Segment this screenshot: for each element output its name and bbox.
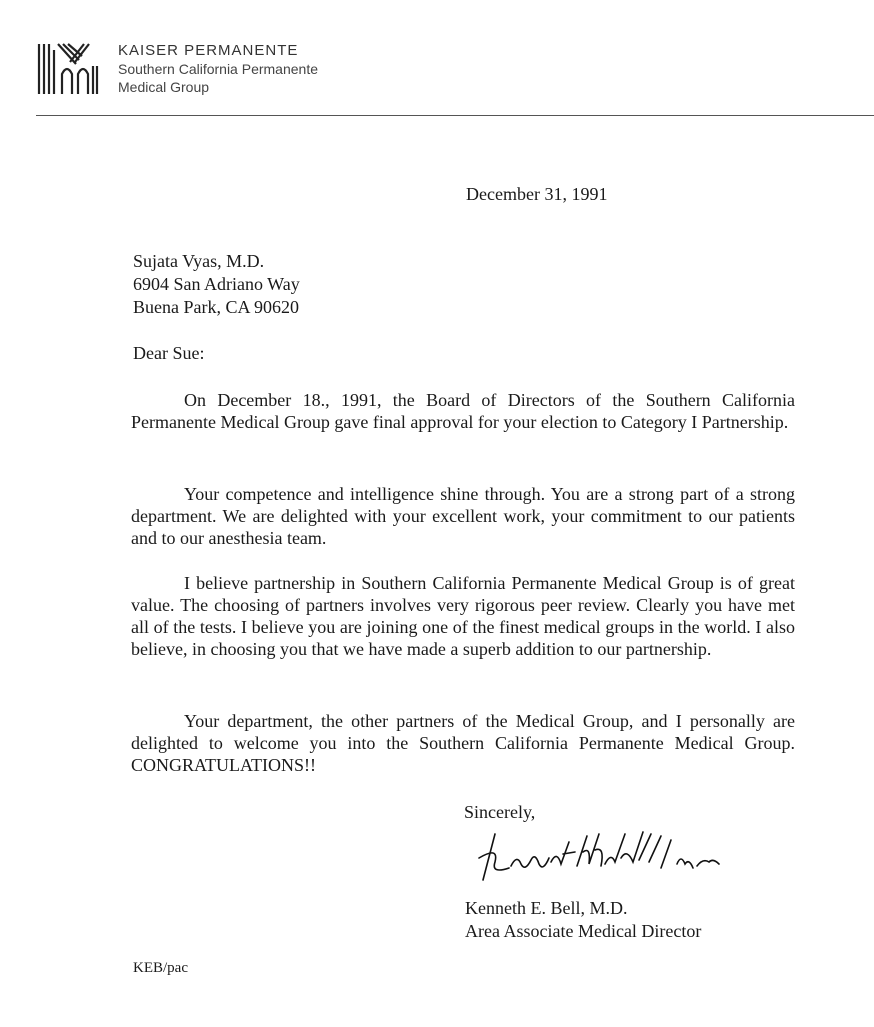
signer-title: Area Associate Medical Director <box>465 921 702 941</box>
recipient-name: Sujata Vyas, M.D. <box>133 251 265 271</box>
body-paragraph-4: Your department, the other partners of the Medical Group, and I personally are delighted to welcome you into the Southern California Permanente Medical Group. CONGRATULATIONS!! <box>131 711 795 775</box>
signer-block <box>465 897 701 943</box>
letter-date: December 31, 1991 <box>466 184 608 204</box>
recipient-city-state-zip: Buena Park, CA 90620 <box>133 297 299 317</box>
closing: Sincerely, <box>464 802 536 822</box>
recipient-street: 6904 San Adriano Way <box>133 274 300 294</box>
organization-name: KAISER PERMANENTE <box>118 42 299 59</box>
signer-name: Kenneth E. Bell, M.D. <box>465 898 628 918</box>
kaiser-permanente-logo-icon <box>36 40 100 96</box>
reference-initials: KEB/pac <box>133 960 188 976</box>
body-paragraph-3: I believe partnership in Southern California Permanente Medical Group is of great value. The choosing of partners involves very rigorous peer review. Clearly you have met all of the tests. I believe you are joining one of the finest medical groups in the world. I also believe, in choosing you that we have made a superb addition to our partnership. <box>131 573 795 659</box>
body-paragraph-1: On December 18., 1991, the Board of Directors of the Southern California Permanente Medical Group gave final approval for your election to Category I Partnership. <box>131 390 795 432</box>
recipient-address <box>133 250 300 319</box>
handwritten-signature <box>465 828 755 892</box>
organization-subtitle-line-2: Medical Group <box>118 79 210 95</box>
body-paragraph-2: Your competence and intelligence shine through. You are a strong part of a strong department. We are delighted with your excellent work, your commitment to our patients and to our anesthesia team. <box>131 484 795 548</box>
letterhead-divider <box>36 115 874 116</box>
organization-subtitle-line-1: Southern California Permanente <box>118 61 319 77</box>
salutation: Dear Sue: <box>133 343 205 363</box>
